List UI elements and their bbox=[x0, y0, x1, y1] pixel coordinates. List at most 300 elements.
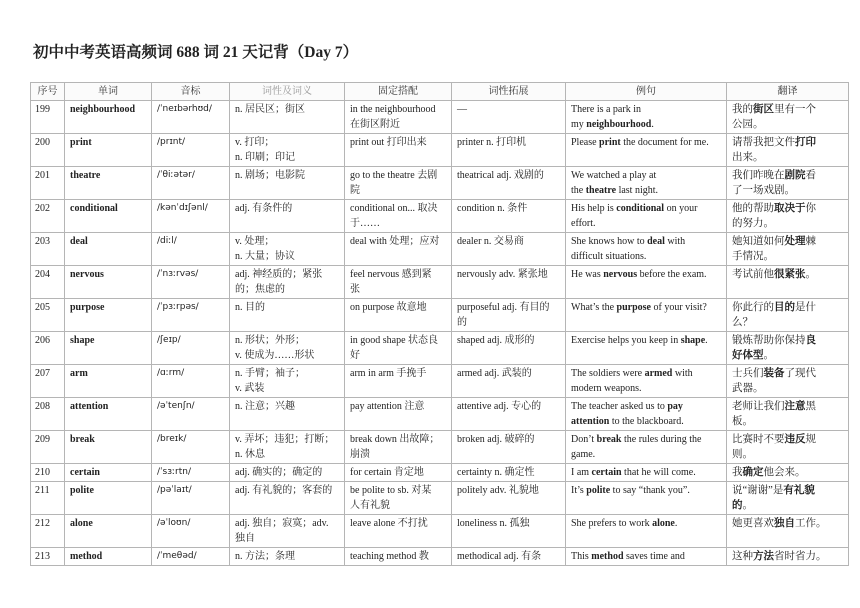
row-translation bbox=[727, 365, 849, 398]
translation-text: 。 bbox=[763, 350, 774, 361]
example-highlight: theatre bbox=[585, 185, 617, 196]
translation-highlight: 有礼貌 bbox=[783, 485, 815, 496]
example-text: the rules during the bbox=[621, 434, 702, 445]
row-phonetic: /əˈtenʃn/ bbox=[152, 398, 230, 431]
extension-line: — bbox=[457, 104, 467, 115]
translation-text: 比赛时不要 bbox=[732, 434, 785, 445]
row-phonetic: /ˈsɜːrtn/ bbox=[152, 464, 230, 482]
meaning-line: adj. 确实的；确定的 bbox=[235, 467, 323, 478]
table-body bbox=[31, 101, 849, 566]
row-phonetic: /diːl/ bbox=[152, 233, 230, 266]
meaning-line: n. 剧场；电影院 bbox=[235, 170, 305, 181]
phrase-line: 于…… bbox=[350, 218, 380, 229]
meaning-line: n. 印刷；印记 bbox=[235, 152, 295, 163]
row-extension bbox=[452, 101, 566, 134]
row-phonetic: /ʃeɪp/ bbox=[152, 332, 230, 365]
example-highlight: shape bbox=[680, 335, 706, 346]
row-number: 204 bbox=[31, 266, 65, 299]
translation-text: 你 bbox=[805, 203, 816, 214]
row-meaning bbox=[230, 332, 345, 365]
phrase-line: go to the theatre 去剧 bbox=[350, 170, 438, 181]
header-example: 例句 bbox=[566, 83, 727, 101]
meaning-line: n. 居民区；街区 bbox=[235, 104, 305, 115]
translation-text: 黑 bbox=[805, 401, 816, 412]
phrase-line: pay attention 注意 bbox=[350, 401, 425, 412]
table-row bbox=[31, 482, 849, 515]
row-translation bbox=[727, 482, 849, 515]
example-text: last night. bbox=[616, 185, 659, 196]
row-meaning bbox=[230, 233, 345, 266]
translation-text: 里有一个 bbox=[774, 104, 816, 115]
translation-highlight: 好体型 bbox=[732, 350, 764, 361]
header-meaning: 词性及词义 bbox=[230, 83, 345, 101]
table-header-row bbox=[31, 83, 849, 101]
row-number: 207 bbox=[31, 365, 65, 398]
row-phonetic: /ˈpɜːrpəs/ bbox=[152, 299, 230, 332]
row-translation bbox=[727, 515, 849, 548]
translation-text: 这种 bbox=[732, 551, 753, 562]
meaning-line: v. 使成为……形状 bbox=[235, 350, 315, 361]
phrase-line: teaching method 教 bbox=[350, 551, 429, 562]
table-row bbox=[31, 464, 849, 482]
row-number: 202 bbox=[31, 200, 65, 233]
extension-line: methodical adj. 有条 bbox=[457, 551, 542, 562]
example-text: to the blackboard. bbox=[609, 416, 684, 427]
row-phrase bbox=[345, 482, 452, 515]
table-row bbox=[31, 515, 849, 548]
example-text: This bbox=[571, 551, 592, 562]
translation-text: 省时省力。 bbox=[774, 551, 827, 562]
header-phrase: 固定搭配 bbox=[345, 83, 452, 101]
page-title: 初中中考英语高频词 688 词 21 天记背（Day 7） bbox=[33, 44, 359, 61]
translation-highlight: 确定 bbox=[742, 467, 764, 478]
row-translation bbox=[727, 233, 849, 266]
table-row bbox=[31, 134, 849, 167]
translation-highlight: 目的 bbox=[774, 302, 795, 313]
row-word: alone bbox=[65, 515, 152, 548]
translation-highlight: 注意 bbox=[784, 401, 806, 412]
row-translation bbox=[727, 200, 849, 233]
translation-text: 是什 bbox=[795, 302, 816, 313]
phrase-line: leave alone 不打扰 bbox=[350, 518, 428, 529]
row-phrase bbox=[345, 464, 452, 482]
row-phrase bbox=[345, 515, 452, 548]
translation-text: 公园。 bbox=[732, 119, 764, 130]
translation-text: 士兵们 bbox=[732, 368, 764, 379]
row-number: 206 bbox=[31, 332, 65, 365]
meaning-line: adj. 独自；寂寞；adv. bbox=[235, 518, 329, 529]
row-example bbox=[566, 167, 727, 200]
row-translation bbox=[727, 548, 849, 566]
phrase-line: feel nervous 感到紧 bbox=[350, 269, 432, 280]
row-number: 199 bbox=[31, 101, 65, 134]
row-meaning bbox=[230, 299, 345, 332]
row-translation bbox=[727, 464, 849, 482]
extension-line: armed adj. 武装的 bbox=[457, 368, 532, 379]
row-phonetic: /ˈneɪbərhʊd/ bbox=[152, 101, 230, 134]
table-row bbox=[31, 233, 849, 266]
translation-highlight: 很紧张 bbox=[774, 269, 806, 280]
row-number: 210 bbox=[31, 464, 65, 482]
row-number: 203 bbox=[31, 233, 65, 266]
meaning-line: n. 手臂；袖子； bbox=[235, 368, 305, 379]
example-text: saves time and bbox=[623, 551, 685, 562]
translation-text: 棘 bbox=[805, 236, 816, 247]
translation-text: 请帮我把文件 bbox=[732, 137, 795, 148]
example-text: game. bbox=[571, 449, 596, 460]
row-example bbox=[566, 548, 727, 566]
table-row bbox=[31, 332, 849, 365]
translation-text: 工作。 bbox=[795, 518, 827, 529]
row-phrase bbox=[345, 398, 452, 431]
row-number: 205 bbox=[31, 299, 65, 332]
row-example bbox=[566, 332, 727, 365]
row-translation bbox=[727, 134, 849, 167]
row-extension bbox=[452, 266, 566, 299]
translation-text: 了一场戏剧。 bbox=[732, 185, 795, 196]
row-word: conditional bbox=[65, 200, 152, 233]
meaning-line: v. 打印； bbox=[235, 137, 275, 148]
phrase-line: print out 打印出来 bbox=[350, 137, 427, 148]
row-word: purpose bbox=[65, 299, 152, 332]
row-translation bbox=[727, 398, 849, 431]
extension-line: politely adv. 礼貌地 bbox=[457, 485, 539, 496]
row-extension bbox=[452, 200, 566, 233]
phrase-line: 人有礼貌 bbox=[350, 500, 390, 511]
meaning-line: 独自 bbox=[235, 533, 255, 544]
row-example bbox=[566, 482, 727, 515]
row-phrase bbox=[345, 365, 452, 398]
row-phrase bbox=[345, 299, 452, 332]
example-text: my bbox=[571, 119, 587, 130]
table-row bbox=[31, 167, 849, 200]
phrase-line: 好 bbox=[350, 350, 360, 361]
meaning-line: adj. 有条件的 bbox=[235, 203, 293, 214]
example-text: modern weapons. bbox=[571, 383, 642, 394]
example-text: Don’t bbox=[571, 434, 597, 445]
row-example bbox=[566, 101, 727, 134]
example-text: effort. bbox=[571, 218, 596, 229]
translation-text: 了现代 bbox=[784, 368, 816, 379]
example-text: There is a park in bbox=[571, 104, 641, 115]
row-extension bbox=[452, 299, 566, 332]
row-phonetic: /pəˈlaɪt/ bbox=[152, 482, 230, 515]
translation-text: 我的 bbox=[732, 104, 753, 115]
row-phrase bbox=[345, 332, 452, 365]
example-highlight: conditional bbox=[616, 203, 665, 214]
phrase-line: for certain 肯定地 bbox=[350, 467, 424, 478]
translation-highlight: 取决于 bbox=[774, 203, 806, 214]
meaning-line: v. 弄坏；违犯；打断； bbox=[235, 434, 335, 445]
meaning-line: n. 目的 bbox=[235, 302, 265, 313]
example-text: . bbox=[705, 335, 708, 346]
row-example bbox=[566, 515, 727, 548]
row-phrase bbox=[345, 548, 452, 566]
example-highlight: armed bbox=[644, 368, 673, 379]
translation-text: 则。 bbox=[732, 449, 753, 460]
extension-line: broken adj. 破碎的 bbox=[457, 434, 535, 445]
example-highlight: print bbox=[599, 137, 621, 148]
row-meaning bbox=[230, 515, 345, 548]
row-word: attention bbox=[65, 398, 152, 431]
example-text: Please bbox=[571, 137, 600, 148]
extension-line: 的 bbox=[457, 317, 467, 328]
translation-text: 说“谢谢”是 bbox=[732, 485, 784, 496]
example-text: . bbox=[674, 518, 678, 529]
example-highlight: neighbourhood bbox=[586, 119, 652, 130]
row-example bbox=[566, 299, 727, 332]
row-extension bbox=[452, 167, 566, 200]
translation-highlight: 剧院 bbox=[784, 170, 806, 181]
extension-line: shaped adj. 成形的 bbox=[457, 335, 535, 346]
example-highlight: method bbox=[591, 551, 624, 562]
row-translation bbox=[727, 266, 849, 299]
translation-text: 我 bbox=[732, 467, 743, 478]
translation-highlight: 违反 bbox=[784, 434, 806, 445]
row-example bbox=[566, 200, 727, 233]
meaning-line: n. 休息 bbox=[235, 449, 265, 460]
row-extension bbox=[452, 431, 566, 464]
translation-text: 你此行的 bbox=[732, 302, 774, 313]
translation-text: 。 bbox=[805, 269, 816, 280]
row-example bbox=[566, 233, 727, 266]
translation-text: 。 bbox=[742, 500, 753, 511]
translation-text: 他会来。 bbox=[763, 467, 806, 478]
example-text: to say “thank you”. bbox=[610, 485, 690, 496]
row-phonetic: /breɪk/ bbox=[152, 431, 230, 464]
meaning-line: 的；焦虑的 bbox=[235, 284, 285, 295]
phrase-line: in good shape 状态良 bbox=[350, 335, 439, 346]
header-word: 单词 bbox=[65, 83, 152, 101]
row-number: 200 bbox=[31, 134, 65, 167]
meaning-line: adj. 有礼貌的；客套的 bbox=[235, 485, 333, 496]
translation-text: 他的帮助 bbox=[732, 203, 774, 214]
phrase-line: 张 bbox=[350, 284, 360, 295]
row-translation bbox=[727, 167, 849, 200]
example-text: the bbox=[571, 185, 586, 196]
example-text: He was bbox=[571, 269, 604, 280]
extension-line: nervously adv. 紧张地 bbox=[457, 269, 548, 280]
row-word: certain bbox=[65, 464, 152, 482]
row-extension bbox=[452, 515, 566, 548]
example-text: . bbox=[651, 119, 654, 130]
example-text: Exercise helps you keep in bbox=[571, 335, 681, 346]
vocabulary-table bbox=[30, 82, 849, 566]
row-meaning bbox=[230, 101, 345, 134]
row-word: arm bbox=[65, 365, 152, 398]
translation-text: 的努力。 bbox=[732, 218, 774, 229]
row-meaning bbox=[230, 167, 345, 200]
row-meaning bbox=[230, 398, 345, 431]
row-word: neighbourhood bbox=[65, 101, 152, 134]
phrase-line: conditional on... 取决 bbox=[350, 203, 438, 214]
extension-line: dealer n. 交易商 bbox=[457, 236, 524, 247]
row-extension bbox=[452, 332, 566, 365]
row-number: 209 bbox=[31, 431, 65, 464]
row-translation bbox=[727, 299, 849, 332]
row-word: polite bbox=[65, 482, 152, 515]
row-number: 211 bbox=[31, 482, 65, 515]
example-text: that he will come. bbox=[621, 467, 696, 478]
translation-highlight: 良 bbox=[805, 335, 816, 346]
extension-line: condition n. 条件 bbox=[457, 203, 528, 214]
translation-highlight: 打印 bbox=[795, 137, 816, 148]
table-row bbox=[31, 101, 849, 134]
row-phonetic: /ˈθiːətər/ bbox=[152, 167, 230, 200]
header-extension: 词性拓展 bbox=[452, 83, 566, 101]
meaning-line: n. 方法；条理 bbox=[235, 551, 295, 562]
row-word: break bbox=[65, 431, 152, 464]
row-word: method bbox=[65, 548, 152, 566]
translation-highlight: 的 bbox=[732, 500, 743, 511]
table-row bbox=[31, 365, 849, 398]
translation-text: 看 bbox=[805, 170, 816, 181]
extension-line: theatrical adj. 戏剧的 bbox=[457, 170, 544, 181]
row-meaning bbox=[230, 482, 345, 515]
table-row bbox=[31, 548, 849, 566]
row-extension bbox=[452, 134, 566, 167]
phrase-line: on purpose 故意地 bbox=[350, 302, 427, 313]
example-text: What’s the bbox=[571, 302, 617, 313]
row-phrase bbox=[345, 200, 452, 233]
row-extension bbox=[452, 464, 566, 482]
row-example bbox=[566, 398, 727, 431]
translation-text: 规 bbox=[805, 434, 816, 445]
row-word: theatre bbox=[65, 167, 152, 200]
example-text: I am bbox=[571, 467, 592, 478]
table-row bbox=[31, 431, 849, 464]
row-example bbox=[566, 134, 727, 167]
row-meaning bbox=[230, 266, 345, 299]
translation-text: 锻炼帮助你保持 bbox=[732, 335, 806, 346]
row-phonetic: /ɑːrm/ bbox=[152, 365, 230, 398]
row-extension bbox=[452, 548, 566, 566]
row-example bbox=[566, 464, 727, 482]
phrase-line: break down 出故障； bbox=[350, 434, 440, 445]
example-text: She knows how to bbox=[571, 236, 648, 247]
example-text: before the exam. bbox=[637, 269, 707, 280]
row-word: nervous bbox=[65, 266, 152, 299]
row-example bbox=[566, 431, 727, 464]
example-text: The teacher asked us to bbox=[571, 401, 668, 412]
header-translation: 翻译 bbox=[727, 83, 849, 101]
translation-text: 手情况。 bbox=[732, 251, 774, 262]
row-number: 201 bbox=[31, 167, 65, 200]
row-phrase bbox=[345, 167, 452, 200]
row-extension bbox=[452, 233, 566, 266]
meaning-line: adj. 神经质的；紧张 bbox=[235, 269, 323, 280]
row-translation bbox=[727, 332, 849, 365]
row-phrase bbox=[345, 266, 452, 299]
example-text: with bbox=[664, 236, 686, 247]
translation-text: 武器。 bbox=[732, 383, 764, 394]
row-phrase bbox=[345, 233, 452, 266]
row-number: 213 bbox=[31, 548, 65, 566]
row-translation bbox=[727, 431, 849, 464]
meaning-line: n. 注意；兴趣 bbox=[235, 401, 295, 412]
table-row bbox=[31, 266, 849, 299]
example-highlight: polite bbox=[586, 485, 611, 496]
row-number: 208 bbox=[31, 398, 65, 431]
example-text: difficult situations. bbox=[571, 251, 647, 262]
row-phrase bbox=[345, 101, 452, 134]
meaning-line: v. 处理； bbox=[235, 236, 275, 247]
translation-highlight: 处理 bbox=[784, 236, 806, 247]
row-phonetic: /prɪnt/ bbox=[152, 134, 230, 167]
phrase-line: in the neighbourhood bbox=[350, 104, 436, 115]
extension-line: printer n. 打印机 bbox=[457, 137, 527, 148]
row-phonetic: /kənˈdɪʃənl/ bbox=[152, 200, 230, 233]
header-phonetic: 音标 bbox=[152, 83, 230, 101]
example-highlight: alone bbox=[652, 518, 675, 529]
meaning-line: n. 形状；外形； bbox=[235, 335, 305, 346]
table-row bbox=[31, 398, 849, 431]
row-meaning bbox=[230, 134, 345, 167]
table-row bbox=[31, 200, 849, 233]
translation-highlight: 方法 bbox=[753, 551, 774, 562]
translation-text: 我们昨晚在 bbox=[732, 170, 785, 181]
row-phonetic: /ˈmeθəd/ bbox=[152, 548, 230, 566]
extension-line: attentive adj. 专心的 bbox=[457, 401, 542, 412]
phrase-line: 在街区附近 bbox=[350, 119, 400, 130]
extension-line: loneliness n. 孤独 bbox=[457, 518, 530, 529]
phrase-line: deal with 处理；应对 bbox=[350, 236, 440, 247]
row-extension bbox=[452, 482, 566, 515]
phrase-line: 院 bbox=[350, 185, 360, 196]
example-highlight: deal bbox=[647, 236, 665, 247]
example-highlight: nervous bbox=[603, 269, 638, 280]
row-meaning bbox=[230, 365, 345, 398]
example-highlight: purpose bbox=[616, 302, 651, 313]
translation-highlight: 装备 bbox=[763, 368, 785, 379]
row-number: 212 bbox=[31, 515, 65, 548]
translation-text: 她知道如何 bbox=[732, 236, 785, 247]
example-text: The soldiers were bbox=[571, 368, 645, 379]
row-extension bbox=[452, 365, 566, 398]
table-row bbox=[31, 299, 849, 332]
row-extension bbox=[452, 398, 566, 431]
example-text: with bbox=[672, 368, 693, 379]
meaning-line: n. 大量；协议 bbox=[235, 251, 295, 262]
phrase-line: be polite to sb. 对某 bbox=[350, 485, 432, 496]
row-phrase bbox=[345, 431, 452, 464]
row-meaning bbox=[230, 431, 345, 464]
example-text: We watched a play at bbox=[571, 170, 657, 181]
row-word: print bbox=[65, 134, 152, 167]
meaning-line: v. 武装 bbox=[235, 383, 265, 394]
example-text: the document for me. bbox=[620, 137, 709, 148]
row-word: deal bbox=[65, 233, 152, 266]
row-phonetic: /ˈnɜːrvəs/ bbox=[152, 266, 230, 299]
example-highlight: break bbox=[596, 434, 622, 445]
example-text: of your visit? bbox=[651, 302, 707, 313]
translation-text: 她更喜欢 bbox=[732, 518, 774, 529]
translation-text: 么？ bbox=[732, 317, 753, 328]
row-example bbox=[566, 266, 727, 299]
example-text: She prefers to work bbox=[571, 518, 653, 529]
extension-line: purposeful adj. 有目的 bbox=[457, 302, 550, 313]
row-phonetic: /əˈloʊn/ bbox=[152, 515, 230, 548]
example-text: It’s bbox=[571, 485, 587, 496]
translation-highlight: 街区 bbox=[753, 104, 774, 115]
translation-text: 板。 bbox=[732, 416, 753, 427]
translation-text: 老师让我们 bbox=[732, 401, 785, 412]
row-phrase bbox=[345, 134, 452, 167]
row-example bbox=[566, 365, 727, 398]
row-translation bbox=[727, 101, 849, 134]
translation-text: 出来。 bbox=[732, 152, 764, 163]
example-highlight: pay bbox=[667, 401, 683, 412]
